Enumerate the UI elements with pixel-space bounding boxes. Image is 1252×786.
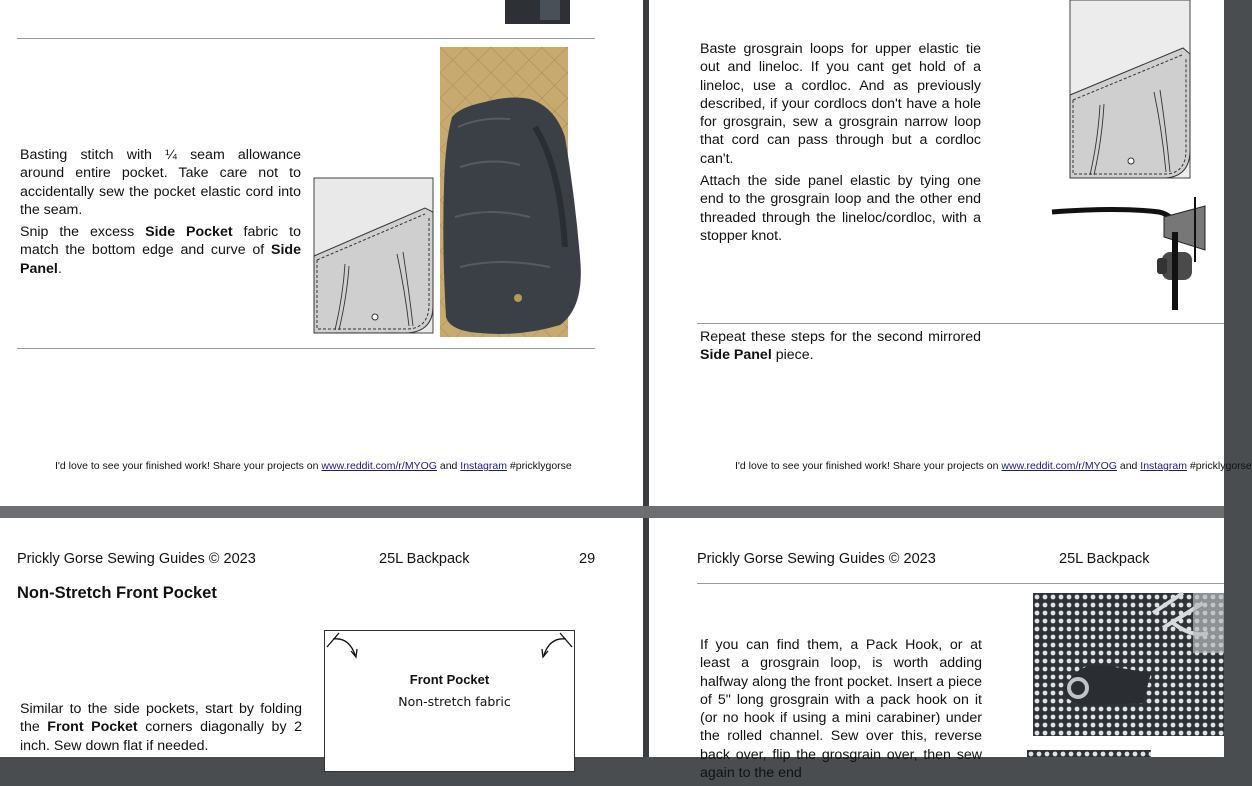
viewer-gutter-horizontal: [0, 506, 1224, 518]
paragraph: If you can find them, a Pack Hook, or at least a grosgrain loop, is worth adding halfway along the front pocket. Insert a piece of 5" long grosgrain with a pack hook on it (or no hook if using a mini carabiner) under the rolled channel. Sew over this, reverse back over, flip the grosgrain over, then sew again to the end: [700, 637, 982, 782]
fold-arrow-right-icon: [534, 631, 574, 661]
side-panel-diagram: [313, 176, 435, 336]
reddit-link[interactable]: www.reddit.com/r/MYOG: [1001, 460, 1117, 472]
diagram-subtitle: Non-stretch fabric: [398, 694, 511, 709]
page-bottom-right: [649, 518, 1224, 782]
page-header-left: Prickly Gorse Sewing Guides © 2023: [17, 551, 256, 567]
paragraph: Attach the side panel elastic by tying one end to the grosgrain loop and the other end threaded through the lineloc/cordloc, with a stopper knot.: [700, 173, 981, 244]
page-top-left: [0, 0, 643, 506]
paragraph: Repeat these steps for the second mirrored Side Panel piece.: [700, 329, 981, 364]
pack-hook-photo: [1033, 593, 1224, 736]
instruction-text: [20, 700, 302, 759]
instagram-link[interactable]: Instagram: [1140, 460, 1187, 472]
page-number: 29: [579, 551, 596, 567]
divider: [697, 583, 1224, 584]
photo-fragment-top: [300, 0, 595, 28]
instruction-text: [20, 146, 301, 282]
page-header-center: 25L Backpack: [379, 551, 470, 567]
page-top-right: [649, 0, 1252, 506]
page-header-center: 25L Backpack: [1059, 551, 1150, 567]
page-footer: I'd love to see your finished work! Share your projects on www.reddit.com/r/MYOG and Instagram #pricklygorse: [735, 460, 1252, 472]
front-pocket-diagram: [324, 630, 575, 772]
page-footer: I'd love to see your finished work! Share your projects on www.reddit.com/r/MYOG and Instagram #pricklygorse: [55, 460, 572, 472]
lineloc-elastic-diagram: [1049, 192, 1209, 312]
section-title: Non-Stretch Front Pocket: [17, 584, 217, 602]
instagram-link[interactable]: Instagram: [460, 460, 507, 472]
instruction-text: [700, 328, 981, 369]
mesh-photo-fragment: [1027, 750, 1151, 757]
side-panel-loop-diagram: [1068, 0, 1193, 182]
side-pocket-photo: [440, 47, 588, 337]
page-bottom-left: [0, 518, 643, 757]
fold-arrow-left-icon: [325, 631, 365, 661]
instruction-text: [700, 636, 982, 786]
divider: [697, 323, 1224, 324]
divider: [17, 38, 595, 39]
page-header-left: Prickly Gorse Sewing Guides © 2023: [697, 551, 936, 567]
paragraph: Snip the excess Side Pocket fabric to match the bottom edge and curve of Side Panel.: [20, 224, 301, 277]
reddit-link[interactable]: www.reddit.com/r/MYOG: [321, 460, 437, 472]
divider: [17, 348, 595, 349]
paragraph: Basting stitch with ¼ seam allowance around entire pocket. Take care not to accidentally sew the pocket elastic cord into the seam.: [20, 147, 301, 218]
instruction-text: [700, 40, 981, 249]
paragraph: Baste grosgrain loops for upper elastic tie out and lineloc. If you cant get hold of a lineloc, use a cordloc. And as previously described, if your cordlocs don't have a hole for grosgrain, sew a grosgrain narrow loop that cord can pass through but a cordloc can't.: [700, 41, 981, 167]
paragraph: Similar to the side pockets, start by folding the Front Pocket corners diagonally by 2 inch. Sew down flat if needed.: [20, 701, 302, 754]
diagram-title: Front Pocket: [409, 672, 490, 687]
